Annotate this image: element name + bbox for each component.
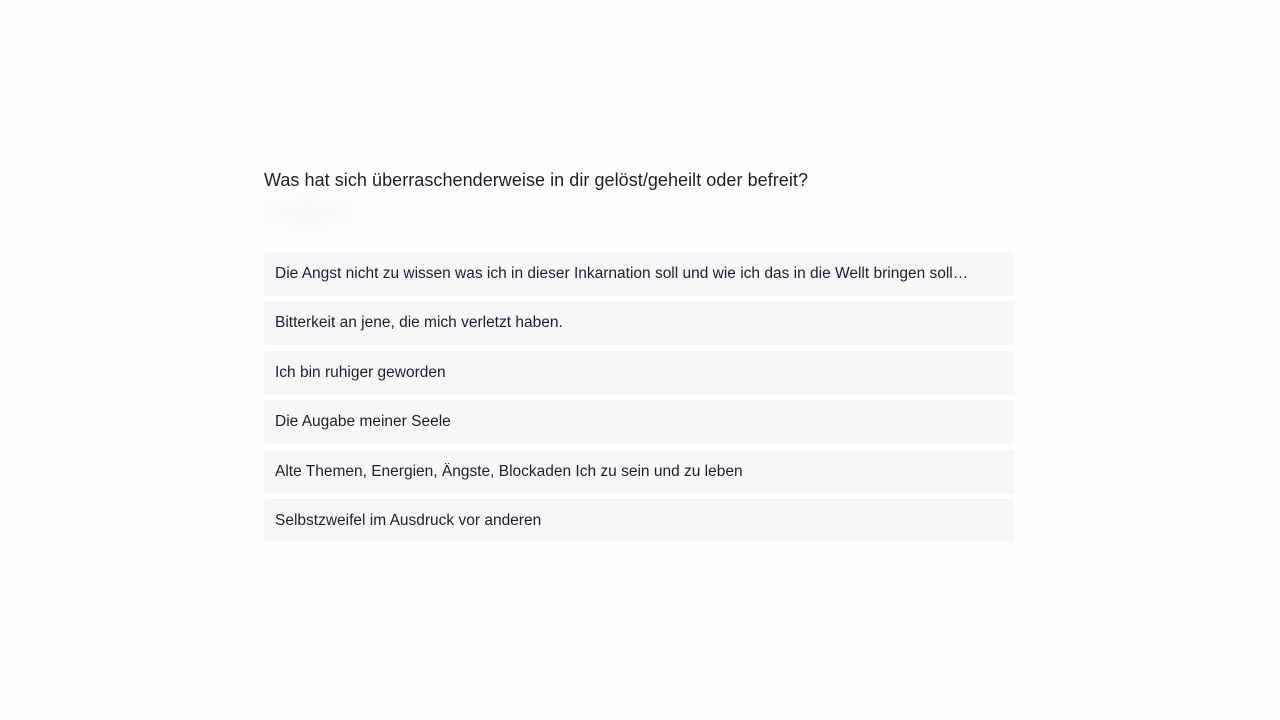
answer-text: Die Angst nicht zu wissen was ich in dieser Inkarnation soll und wie ich das in die Wellt bringen soll… (275, 265, 969, 282)
answer-text: Ich bin ruhiger geworden (275, 363, 446, 381)
answer-item (264, 400, 1015, 444)
answer-text: Selbstzweifel im Ausdruck vor anderen (275, 511, 542, 529)
answer-text: Die Augabe meiner Seele (275, 413, 451, 431)
answer-item (264, 499, 1015, 543)
answer-item (264, 301, 1015, 345)
answer-item (264, 252, 1015, 296)
answer-text: Bitterkeit an jene, die mich verletzt haben. (275, 314, 563, 332)
answer-item (264, 450, 1015, 494)
loading-shimmer (248, 190, 368, 236)
open-question-card (264, 168, 1015, 529)
answer-item (264, 351, 1015, 395)
answer-text: Alte Themen, Energien, Ängste, Blockaden Ich zu sein und zu leben (275, 462, 743, 480)
answer-list (264, 252, 1015, 548)
question-title: Was hat sich überraschenderweise in dir gelöst/geheilt oder befreit? (264, 170, 809, 190)
